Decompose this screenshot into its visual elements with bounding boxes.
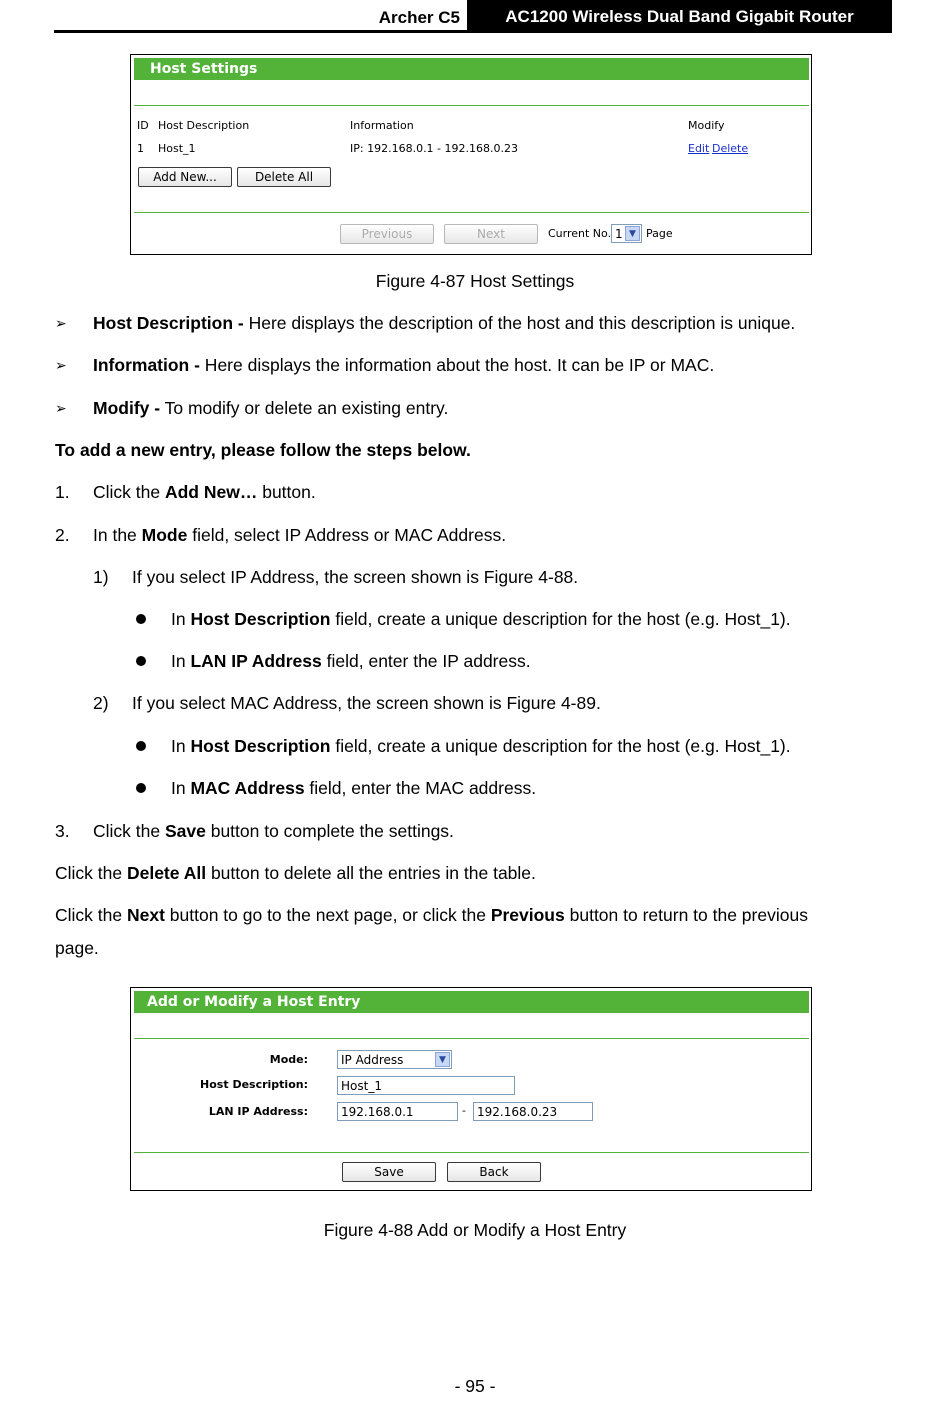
next-button[interactable]: Next — [444, 224, 538, 244]
col-information: Information — [350, 119, 414, 132]
delete-all-button[interactable]: Delete All — [237, 167, 331, 187]
add-new-button[interactable]: Add New... — [138, 167, 232, 187]
figure-caption-87: Figure 4-87 Host Settings — [375, 271, 575, 291]
chevron-down-icon: ▼ — [625, 226, 640, 241]
page-select-value: 1 — [615, 227, 623, 241]
arrow-bullet-icon: ➢ — [55, 315, 67, 331]
header-rule — [54, 30, 892, 33]
panel-divider — [134, 1038, 809, 1039]
save-button[interactable]: Save — [342, 1162, 436, 1182]
step-2: In the Mode field, select IP Address or MAC Address. — [93, 525, 507, 545]
substep-2-number: 2) — [93, 693, 109, 713]
page-header — [54, 0, 892, 32]
ip-end-input[interactable]: 192.168.0.23 — [473, 1102, 593, 1121]
col-modify: Modify — [688, 119, 725, 132]
step-3: Click the Save button to complete the settings. — [93, 821, 454, 841]
step-1: Click the Add New… button. — [93, 482, 316, 502]
host-settings-title: Host Settings — [134, 58, 809, 80]
ip-start-input[interactable]: 192.168.0.1 — [337, 1102, 458, 1121]
bullet-dot-icon — [136, 614, 146, 624]
col-host-description: Host Description — [158, 119, 250, 132]
page-label: Page — [646, 227, 673, 240]
paragraph-delete-all: Click the Delete All button to delete all the entries in the table. — [55, 863, 536, 883]
host-description-input[interactable]: Host_1 — [337, 1076, 515, 1095]
col-id: ID — [137, 119, 149, 132]
page-number: - 95 - — [454, 1376, 496, 1396]
step-2-number: 2. — [55, 525, 70, 545]
detail-host-description-ip: In Host Description field, create a unique description for the host (e.g. Host_1). — [171, 609, 791, 629]
row-host-description: Host_1 — [158, 142, 196, 155]
header-model: Archer C5 — [378, 8, 460, 27]
host-settings-panel — [130, 54, 812, 255]
ip-range-separator: - — [462, 1104, 466, 1117]
substep-1: If you select IP Address, the screen shown is Figure 4-88. — [132, 567, 579, 587]
step-3-number: 3. — [55, 821, 70, 841]
bullet-host-description: Host Description - Here displays the description of the host and this description is unique. — [93, 313, 796, 333]
edit-link[interactable]: Edit — [688, 142, 710, 155]
detail-lan-ip: In LAN IP Address field, enter the IP address. — [171, 651, 531, 671]
current-no-label: Current No. — [548, 227, 612, 240]
panel-divider — [134, 105, 809, 106]
bullet-information: Information - Here displays the information about the host. It can be IP or MAC. — [93, 355, 715, 375]
delete-link[interactable]: Delete — [712, 142, 749, 155]
panel-divider — [134, 212, 809, 213]
paragraph-next-previous: Click the Next button to go to the next page, or click the Previous button to return to the previous — [55, 905, 808, 925]
arrow-bullet-icon: ➢ — [55, 400, 67, 416]
bullet-modify: Modify - To modify or delete an existing entry. — [93, 398, 449, 418]
steps-intro: To add a new entry, please follow the steps below. — [55, 440, 471, 460]
row-id: 1 — [137, 142, 144, 155]
paragraph-next-previous-cont: page. — [55, 938, 99, 958]
substep-2: If you select MAC Address, the screen shown is Figure 4-89. — [132, 693, 601, 713]
row-information: IP: 192.168.0.1 - 192.168.0.23 — [350, 142, 518, 155]
step-1-number: 1. — [55, 482, 70, 502]
panel-divider — [134, 1152, 809, 1153]
page-select[interactable] — [611, 224, 642, 243]
lan-ip-label: LAN IP Address: — [208, 1105, 308, 1118]
bullet-dot-icon — [136, 656, 146, 666]
arrow-bullet-icon: ➢ — [55, 357, 67, 373]
bullet-dot-icon — [136, 783, 146, 793]
add-modify-host-title: Add or Modify a Host Entry — [134, 991, 809, 1013]
detail-host-description-mac: In Host Description field, create a unique description for the host (e.g. Host_1). — [171, 736, 791, 756]
detail-mac-address: In MAC Address field, enter the MAC address. — [171, 778, 537, 798]
mode-label: Mode: — [269, 1053, 308, 1066]
mode-select[interactable] — [337, 1050, 452, 1069]
substep-1-number: 1) — [93, 567, 109, 587]
previous-button[interactable]: Previous — [340, 224, 434, 244]
mode-select-value: IP Address — [341, 1053, 404, 1067]
figure-caption-88: Figure 4-88 Add or Modify a Host Entry — [323, 1220, 627, 1240]
header-title: AC1200 Wireless Dual Band Gigabit Router — [467, 0, 892, 30]
host-description-label: Host Description: — [200, 1078, 308, 1091]
bullet-dot-icon — [136, 741, 146, 751]
add-modify-host-panel — [130, 987, 812, 1191]
back-button[interactable]: Back — [447, 1162, 541, 1182]
chevron-down-icon: ▼ — [435, 1052, 450, 1067]
